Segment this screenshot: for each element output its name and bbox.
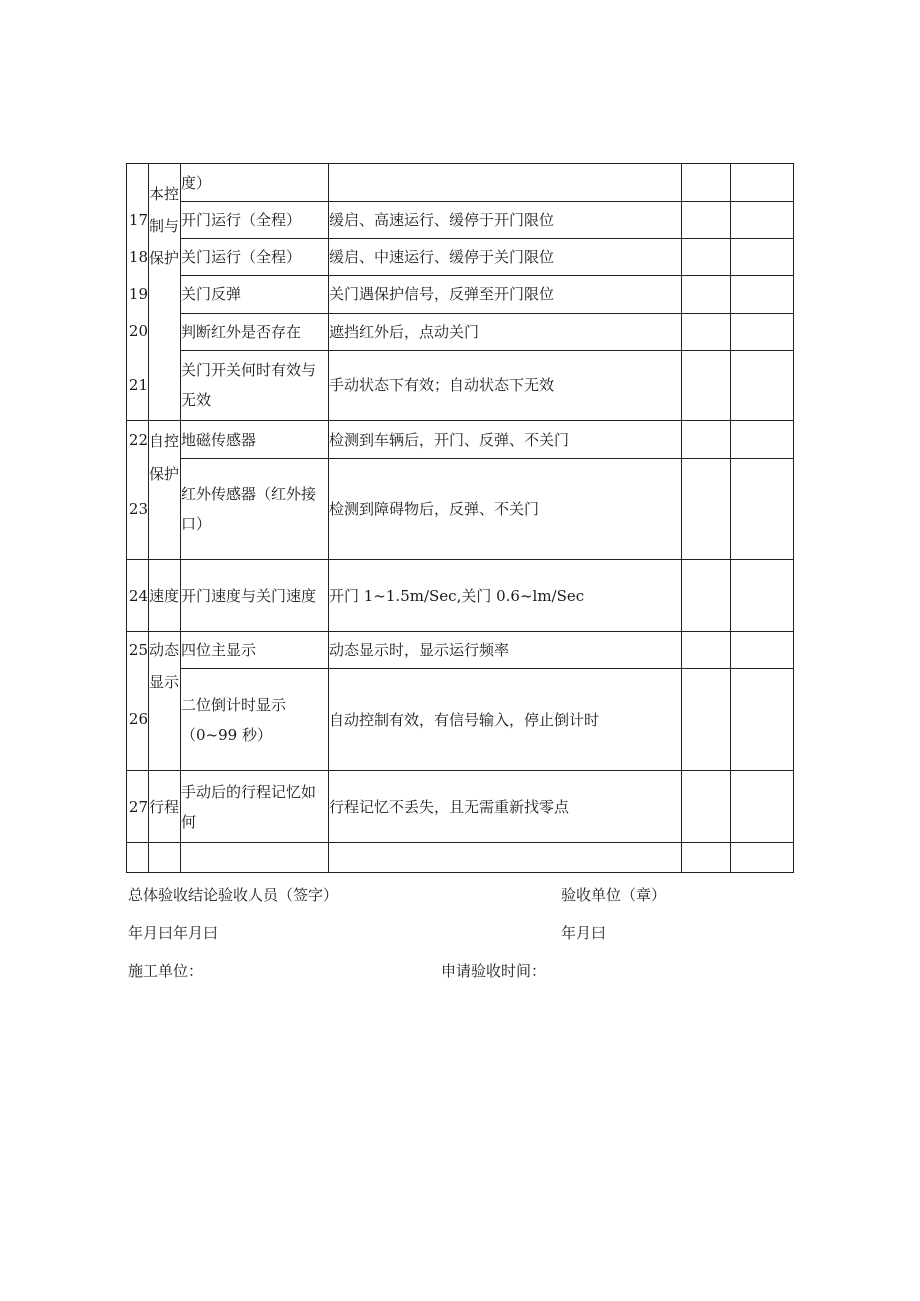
row-number: 24 xyxy=(127,560,149,632)
category-label: 动态显示 xyxy=(149,641,180,691)
acceptance-table xyxy=(126,163,794,873)
item-cell: 判断红外是否存在 xyxy=(181,313,329,350)
empty-cell xyxy=(127,843,149,873)
row-number: 27 xyxy=(127,771,149,843)
requirement-cell: 行程记忆不丢失，且无需重新找零点 xyxy=(329,771,682,843)
result-cell xyxy=(682,459,731,560)
empty-cell xyxy=(149,843,181,873)
row-number: 20 xyxy=(128,322,148,340)
construction-unit-label: 施工单位： xyxy=(128,962,204,980)
result-cell xyxy=(682,350,731,420)
requirement-cell: 缓启、高速运行、缓停于开门限位 xyxy=(329,202,682,239)
requirement-cell: 手动状态下有效；自动状态下无效 xyxy=(329,350,682,420)
requirement-cell: 遮挡红外后，点动关门 xyxy=(329,313,682,350)
result-cell xyxy=(682,164,731,202)
row-number: 21 xyxy=(128,376,148,394)
item-cell: 关门反弹 xyxy=(181,276,329,313)
table-row xyxy=(127,771,794,843)
remark-cell xyxy=(731,459,794,560)
table-row xyxy=(127,459,794,560)
unit-seal-label: 验收单位（章） xyxy=(561,886,667,904)
remark-cell xyxy=(731,202,794,239)
remark-cell xyxy=(731,560,794,632)
category-label: 速度 xyxy=(149,586,180,605)
row-number: 19 xyxy=(128,285,148,303)
row-number-cell xyxy=(127,164,149,421)
row-number: 26 xyxy=(128,710,148,728)
category-label: 行程 xyxy=(149,797,180,816)
result-cell xyxy=(682,421,731,459)
table-row xyxy=(127,313,794,350)
empty-cell xyxy=(731,843,794,873)
table-row xyxy=(127,560,794,632)
date-right-label: 年月曰 xyxy=(561,924,607,942)
requirement-cell: 缓启、中速运行、缓停于关门限位 xyxy=(329,239,682,276)
row-number: 22 xyxy=(128,431,148,449)
row-number: 23 xyxy=(128,500,148,518)
item-cell: 度） xyxy=(181,164,329,202)
result-cell xyxy=(682,239,731,276)
item-cell: 红外传感器（红外接口） xyxy=(181,459,329,560)
table-row xyxy=(127,421,794,459)
remark-cell xyxy=(731,276,794,313)
category-label: 自控保护 xyxy=(149,432,180,483)
category-cell xyxy=(149,632,181,771)
table-row xyxy=(127,669,794,771)
table-row xyxy=(127,164,794,202)
requirement-cell: 自动控制有效，有信号输入，停止倒计时 xyxy=(329,669,682,771)
requirement-cell xyxy=(329,164,682,202)
item-cell: 关门开关何时有效与无效 xyxy=(181,350,329,420)
category-cell xyxy=(149,421,181,560)
category-label: 本控制与保护 xyxy=(149,185,180,267)
conclusion-label: 总体验收结论验收人员（签字） xyxy=(128,886,339,904)
result-cell xyxy=(682,771,731,843)
apply-time-label: 申请验收时间： xyxy=(441,962,547,980)
table-row xyxy=(127,202,794,239)
row-number-cell xyxy=(127,421,149,560)
remark-cell xyxy=(731,313,794,350)
result-cell xyxy=(682,202,731,239)
requirement-cell: 关门遇保护信号，反弹至开门限位 xyxy=(329,276,682,313)
row-number: 18 xyxy=(128,248,148,266)
result-cell xyxy=(682,560,731,632)
remark-cell xyxy=(731,239,794,276)
item-cell: 地磁传感器 xyxy=(181,421,329,459)
requirement-cell: 动态显示时，显示运行频率 xyxy=(329,632,682,669)
remark-cell xyxy=(731,632,794,669)
remark-cell xyxy=(731,771,794,843)
result-cell xyxy=(682,632,731,669)
requirement-cell: 检测到障碍物后，反弹、不关门 xyxy=(329,459,682,560)
item-cell: 关门运行（全程） xyxy=(181,239,329,276)
requirement-cell: 开门 1~1.5m∕Sec,关门 0.6~lm∕Sec xyxy=(329,560,682,632)
remark-cell xyxy=(731,164,794,202)
result-cell xyxy=(682,276,731,313)
item-cell: 开门速度与关门速度 xyxy=(181,560,329,632)
table-row xyxy=(127,350,794,420)
item-cell: 二位倒计时显示（0~99 秒） xyxy=(181,669,329,771)
item-cell: 开门运行（全程） xyxy=(181,202,329,239)
empty-cell xyxy=(181,843,329,873)
empty-cell xyxy=(329,843,682,873)
remark-cell xyxy=(731,350,794,420)
row-number: 25 xyxy=(128,641,148,659)
row-number: 17 xyxy=(128,211,148,229)
category-cell xyxy=(149,164,181,421)
result-cell xyxy=(682,313,731,350)
table-row xyxy=(127,239,794,276)
row-number-cell xyxy=(127,632,149,771)
table-row-empty xyxy=(127,843,794,873)
date-left-label: 年月曰年月曰 xyxy=(128,924,219,942)
empty-cell xyxy=(682,843,731,873)
table-row xyxy=(127,276,794,313)
item-cell: 手动后的行程记忆如何 xyxy=(181,771,329,843)
category-cell xyxy=(149,560,181,632)
remark-cell xyxy=(731,669,794,771)
remark-cell xyxy=(731,421,794,459)
requirement-cell: 检测到车辆后，开门、反弹、不关门 xyxy=(329,421,682,459)
item-cell: 四位主显示 xyxy=(181,632,329,669)
result-cell xyxy=(682,669,731,771)
category-cell xyxy=(149,771,181,843)
table-row xyxy=(127,632,794,669)
